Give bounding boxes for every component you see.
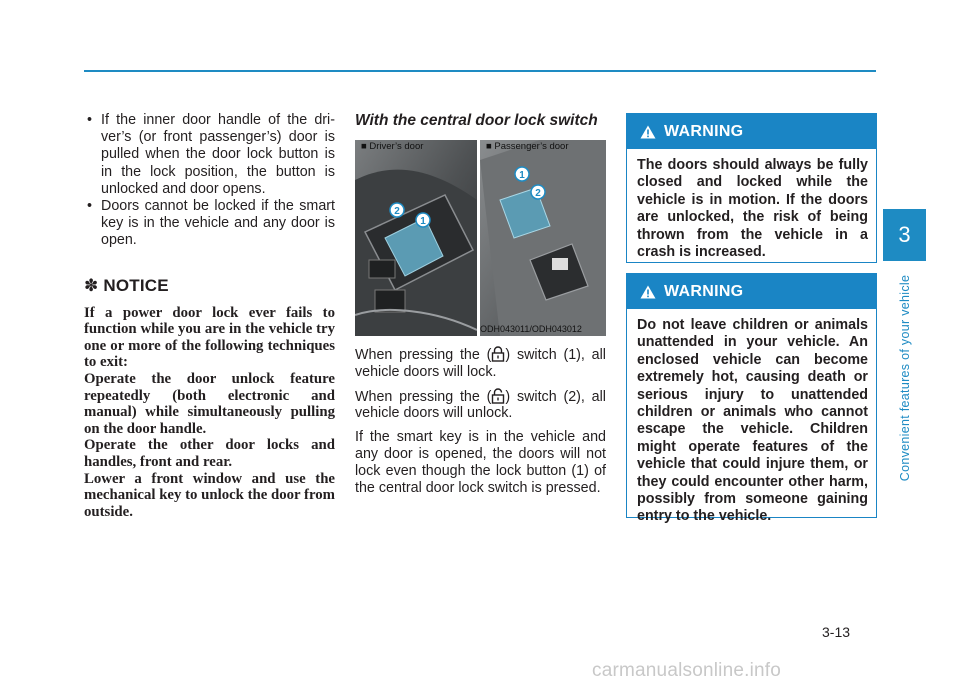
- callout-1-driver: [415, 212, 431, 228]
- driver-door-caption: ■ Driver’s door: [361, 141, 424, 152]
- callout-2-passenger: [530, 184, 546, 200]
- warning-triangle-icon: [640, 125, 656, 139]
- page-number: 3-13: [822, 624, 851, 640]
- notice-body: [84, 305, 335, 521]
- warning-label: WARNING: [664, 282, 744, 300]
- notice-paragraph: Operate the door unlock feature repeatedly (both electronic and manual) while simultaneously pulling on the door handle.: [84, 371, 335, 437]
- door-switch-figure: [355, 140, 606, 336]
- top-rule: [84, 70, 876, 72]
- passenger-door-caption: ■ Passenger’s door: [486, 141, 569, 152]
- svg-text:2: 2: [535, 188, 541, 199]
- driver-door-photo: [355, 140, 477, 336]
- warning-header: [627, 274, 876, 309]
- warning-box-children: [626, 273, 877, 525]
- column-middle: [355, 112, 606, 496]
- chapter-side-label: Convenient features of your vehicle: [898, 274, 912, 482]
- column-left: [84, 112, 335, 520]
- unlock-icon: [491, 388, 505, 404]
- notice-paragraph: Operate the other door locks and handles, front and rear.: [84, 437, 335, 470]
- warning-label: WARNING: [664, 122, 744, 140]
- notice-paragraph: If a power door lock ever fails to function while you are in the vehicle try one or more of the following techniques to exit:: [84, 304, 335, 371]
- chapter-tab[interactable]: 3: [883, 209, 926, 261]
- svg-text:1: 1: [519, 170, 525, 181]
- figure-code: ODH043011/ODH043012: [480, 324, 582, 334]
- passenger-door-photo: [480, 140, 606, 336]
- warning-header: [627, 114, 876, 149]
- notice-paragraph: Lower a front window and use the mechanical key to unlock the door from outside.: [84, 470, 335, 520]
- lock-icon: [491, 346, 505, 362]
- section-heading: With the central door lock switch: [355, 112, 598, 129]
- notice-title: ✽ NOTICE: [84, 275, 169, 295]
- bullet-inner-handle: • If the inner door handle of the dri-ver’s (or front passenger’s) door is pulled when the door lock button is in the lock position, the button is unlocked and door opens.: [84, 112, 335, 198]
- callout-1-passenger: [514, 166, 530, 182]
- lock-text-after: ) switch (1), all vehicle doors will lock.: [355, 347, 606, 380]
- svg-text:2: 2: [394, 206, 400, 217]
- bullet-smart-key: • Doors cannot be locked if the smart key is in the vehicle and any door is open.: [84, 198, 335, 250]
- watermark: carmanualsonline.info: [592, 660, 782, 681]
- unlock-text-before: When pressing the (: [355, 388, 492, 405]
- warning-text: The doors should always be fully closed and locked while the vehicle is in motion. If the doors are unlocked, the risk of being thrown from the vehicle in a crash is increased.: [637, 157, 868, 261]
- unlock-text-after: ) switch (2), all vehicle doors will unlock.: [355, 388, 606, 422]
- warning-text: Do not leave children or animals unattended in your vehicle. An enclosed vehicle can become extremely hot, causing death or serious injury to unattended children or animals who cannot escape the vehicle. Children might operate features of the vehicle that could injure them, or they could encounter other harm, possibly from someone gaining entry to the vehicle.: [637, 317, 868, 525]
- smart-key-paragraph: If the smart key is in the vehicle and any door is opened, the doors will not lock even though the lock button (1) of the central door lock switch is pressed.: [355, 429, 606, 496]
- warning-triangle-icon: [640, 285, 656, 299]
- callout-2-driver: [389, 202, 405, 218]
- warning-box-doors: [626, 113, 877, 263]
- svg-text:1: 1: [420, 216, 426, 227]
- lock-text-before: When pressing the (: [355, 347, 492, 363]
- unlock-paragraph: [355, 388, 606, 423]
- lock-paragraph: [355, 346, 606, 381]
